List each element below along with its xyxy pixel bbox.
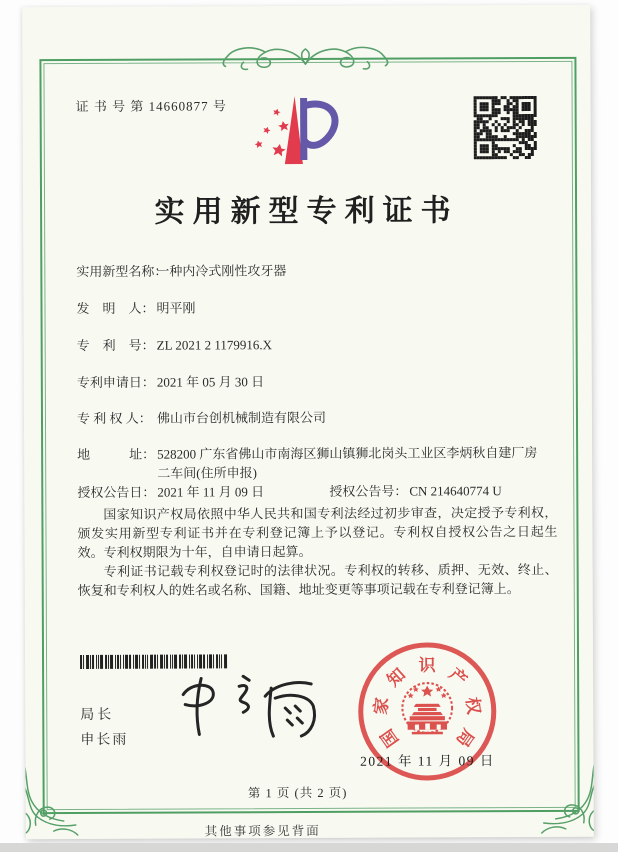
footer-note: 其他事项参见背面	[204, 823, 321, 839]
cnipa-logo-icon	[251, 90, 351, 181]
field-grant-date	[77, 483, 329, 502]
page-number: 第 1 页 (共 2 页)	[247, 785, 348, 801]
seal-char: 产	[445, 664, 471, 690]
qr-code	[474, 96, 537, 159]
field-label: 实用新型名称：	[76, 263, 168, 280]
field-label: 授权公告日：	[77, 484, 156, 501]
field-grant-row	[77, 482, 502, 502]
field-label: 授权公告号：	[329, 483, 408, 499]
field-value: ZL 2021 2 1179916.X	[156, 337, 273, 353]
field-label: 专 利 号：	[76, 337, 155, 354]
seal-char: 国	[377, 725, 403, 751]
field-value: 2021 年 11 月 09 日	[157, 484, 265, 500]
field-value: 2021 年 05 月 30 日	[156, 374, 265, 390]
barcode	[80, 654, 230, 669]
seal-char: 知	[383, 664, 410, 691]
seal-date: 2021 年 11 月 09 日	[360, 753, 495, 769]
field-value: 佛山市台创机械制造有限公司	[156, 409, 327, 426]
top-flourish-ornament-icon	[215, 40, 395, 82]
certificate-number: 证 书 号 第 14660877 号	[75, 98, 227, 115]
field-label: 发 明 人：	[76, 300, 155, 317]
seal-char: 识	[418, 655, 436, 676]
field-patentee	[77, 409, 326, 428]
signature-handwriting-icon	[173, 670, 323, 754]
photo-edge	[0, 843, 618, 852]
legal-paragraph: 国家知识产权局依照中华人民共和国专利法经过初步审查，决定授予专利权，颁发实用新型专利证书并在专利登记簿上予以登记。专利权自授权公告之日起生效。专利权期限为十年，自申请日起算。	[77, 504, 558, 561]
field-value: 一种内冷式刚性攻牙器	[156, 263, 287, 279]
field-label: 专 利 权 人：	[76, 410, 152, 427]
field-address	[77, 443, 543, 483]
signer-name: 申长雨	[80, 732, 129, 748]
field-label: 地 址：	[77, 446, 156, 463]
seal-char: 权	[462, 696, 484, 716]
certificate-page	[22, 5, 594, 839]
field-grant-no	[329, 482, 502, 501]
legal-paragraph: 专利证书记载专利权登记时的法律状况。专利权的转移、质押、无效、终止、恢复和专利权人的姓名或名称、国籍、地址变更等事项记载在专利登记簿上。	[77, 561, 558, 599]
field-inventor	[76, 299, 195, 318]
field-filing-date	[77, 373, 264, 392]
field-label: 专利申请日：	[76, 374, 155, 391]
signer-title: 局长	[80, 707, 115, 723]
field-value: 明平刚	[156, 300, 196, 316]
seal-char: 家	[371, 696, 393, 716]
certificate-title: 实用新型专利证书	[154, 194, 459, 229]
field-patent-no	[77, 336, 272, 355]
field-value: 528200 广东省佛山市南海区狮山镇狮北岗头工业区李炳秋自建厂房二车间(住所申报)	[157, 444, 538, 481]
seal-char: 局	[452, 725, 478, 751]
field-value: CN 214640774 U	[409, 483, 502, 499]
national-emblem-icon	[398, 680, 456, 743]
legal-text	[77, 503, 557, 600]
field-name	[76, 262, 286, 281]
official-seal	[358, 642, 497, 781]
